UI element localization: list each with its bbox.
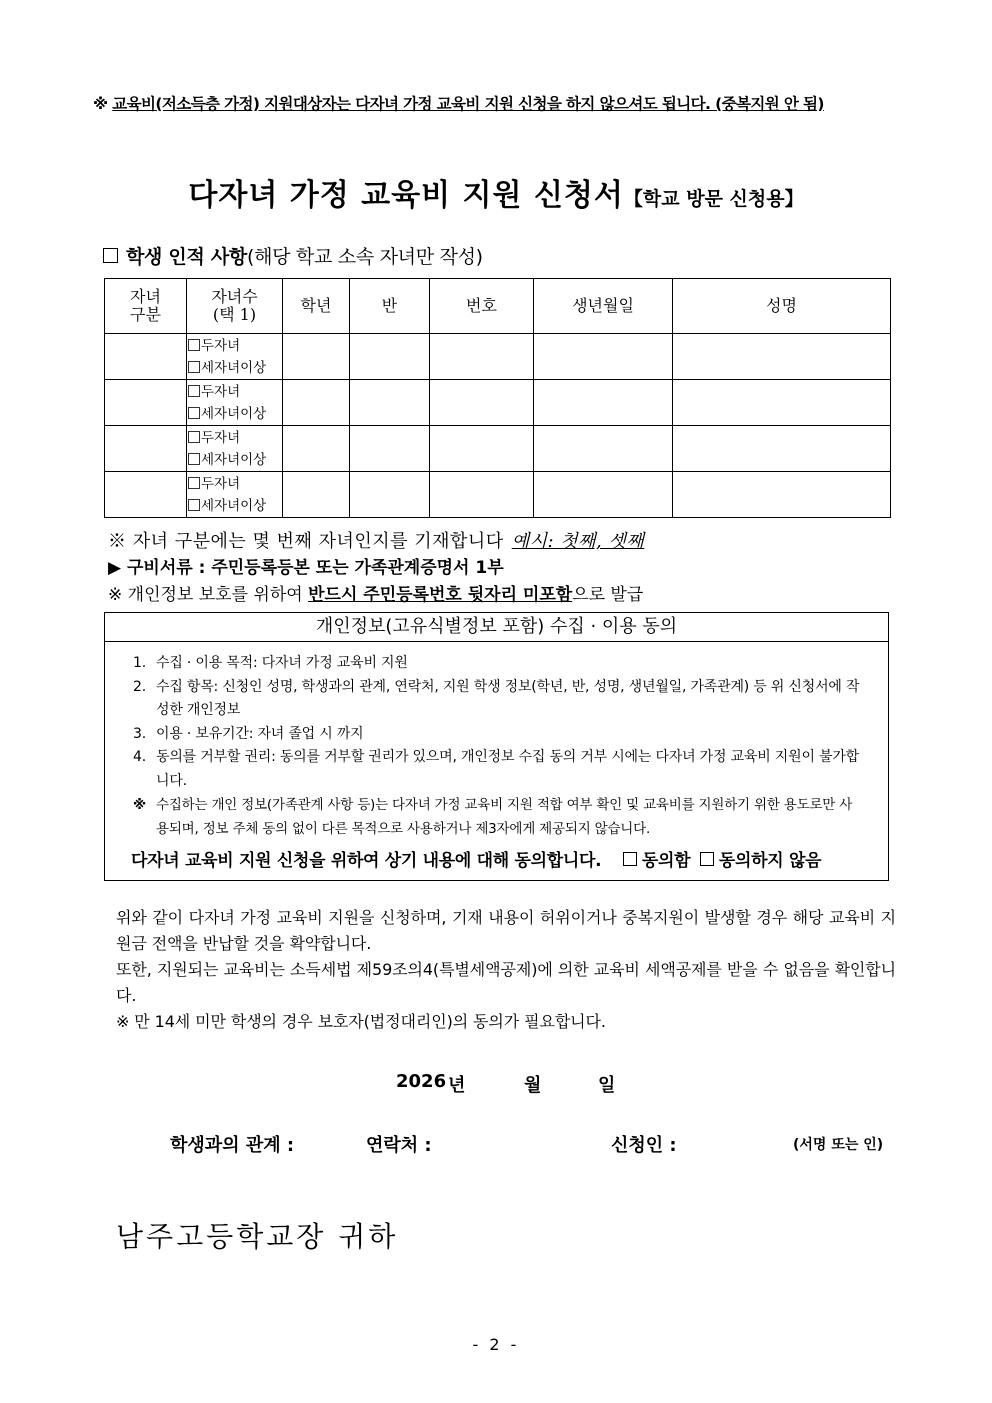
option-three-plus-children[interactable]: 세자녀이상 — [188, 449, 282, 471]
day-label: 일 — [598, 1075, 616, 1096]
child-order-note: ※ 자녀 구분에는 몇 번째 자녀인지를 기재합니다 예시: 첫째, 셋째 — [108, 531, 645, 552]
reference-mark: ※ — [93, 95, 108, 113]
child-order-cell[interactable] — [105, 472, 187, 518]
table-row — [105, 426, 891, 472]
table-row — [105, 334, 891, 380]
square-bullet-icon — [103, 248, 118, 263]
birthdate-cell[interactable] — [534, 426, 673, 472]
consent-agreement-line — [131, 846, 821, 871]
child-count-cell — [187, 426, 283, 472]
checkbox-icon[interactable] — [188, 385, 200, 397]
consent-body — [105, 642, 888, 841]
name-cell[interactable] — [673, 426, 891, 472]
table-row — [105, 380, 891, 426]
section-heading-light: (해당 학교 소속 자녀만 작성) — [246, 246, 483, 268]
grade-cell[interactable] — [283, 380, 350, 426]
header-class: 반 — [350, 279, 430, 334]
checkbox-icon[interactable] — [188, 453, 200, 465]
option-two-children[interactable]: 두자녀 — [188, 473, 282, 495]
header-child-order: 자녀 구분 — [105, 279, 187, 334]
page-number: - 2 - — [472, 1335, 520, 1354]
required-documents-note: ▶ 구비서류 : 주민등록등본 또는 가족관계증명서 1부 — [108, 558, 504, 578]
child-order-cell[interactable] — [105, 334, 187, 380]
title-sub: 【학교 방문 신청용】 — [623, 188, 804, 210]
relation-label: 학생과의 관계 : — [170, 1135, 295, 1156]
child-order-example: 예시: 첫째, 셋째 — [511, 531, 645, 552]
title-main: 다자녀 가정 교육비 지원 신청서 — [188, 178, 624, 213]
number-cell[interactable] — [430, 334, 534, 380]
header-birthdate: 생년월일 — [534, 279, 673, 334]
top-notice — [93, 92, 824, 114]
privacy-issuance-note: ※ 개인정보 보호를 위하여 반드시 주민등록번호 뒷자리 미포함으로 발급 — [108, 585, 644, 605]
applicant-label: 신청인 : — [611, 1135, 677, 1156]
disagree-option[interactable]: 동의하지 않음 — [696, 851, 821, 871]
consent-item: 1. 수집 · 이용 목적: 다자녀 가정 교육비 지원 — [133, 655, 408, 671]
option-three-plus-children[interactable]: 세자녀이상 — [188, 403, 282, 425]
class-cell[interactable] — [350, 426, 430, 472]
contact-label: 연락처 : — [366, 1135, 432, 1156]
class-cell[interactable] — [350, 472, 430, 518]
grade-cell[interactable] — [283, 334, 350, 380]
student-info-table — [104, 278, 891, 518]
grade-cell[interactable] — [283, 472, 350, 518]
pledge-line-3: ※ 만 14세 미만 학생의 경우 보호자(법정대리인)의 동의가 필요합니다. — [116, 1012, 606, 1031]
student-section-heading — [103, 242, 483, 269]
checkbox-icon[interactable] — [623, 852, 637, 866]
agree-statement: 다자녀 교육비 지원 신청을 위하여 상기 내용에 대해 동의합니다. — [131, 851, 602, 871]
pledge-line-2: 또한, 지원되는 교육비는 소득세법 제59조의4(특별세액공제)에 의한 교육비 세액공제를 받을 수 없음을 확인합니다. — [116, 960, 896, 1005]
checkbox-icon[interactable] — [188, 339, 200, 351]
child-count-cell — [187, 472, 283, 518]
number-cell[interactable] — [430, 472, 534, 518]
sign-hint: (서명 또는 인) — [793, 1137, 884, 1153]
birthdate-cell[interactable] — [534, 334, 673, 380]
header-child-count: 자녀수 (택 1) — [187, 279, 283, 334]
checkbox-icon[interactable] — [188, 361, 200, 373]
privacy-emphasis: 반드시 주민등록번호 뒷자리 미포함 — [308, 585, 573, 605]
checkbox-icon[interactable] — [188, 407, 200, 419]
birthdate-cell[interactable] — [534, 472, 673, 518]
pledge-line-1: 위와 같이 다자녀 가정 교육비 지원을 신청하며, 기재 내용이 허위이거나 중복지원이 발생할 경우 해당 교육비 지원금 전액을 반납할 것을 확약합니다. — [116, 908, 896, 953]
addressee: 남주고등학교장 귀하 — [116, 1220, 399, 1253]
header-grade: 학년 — [283, 279, 350, 334]
birthdate-cell[interactable] — [534, 380, 673, 426]
class-cell[interactable] — [350, 380, 430, 426]
section-heading-bold: 학생 인적 사항 — [126, 246, 247, 268]
consent-heading: 개인정보(고유식별정보 포함) 수집 · 이용 동의 — [105, 613, 888, 642]
document-title — [0, 170, 992, 214]
consent-star-note: ※ 수집하는 개인 정보(가족관계 사항 등)는 다자녀 가정 교육비 지원 적합 여부 확인 및 교육비를 지원하기 위한 용도로만 사용되며, 정보 주체 동의 없이 다른 목적으로 사용하거나 제3자에게 제공되지 않습니다. — [133, 797, 853, 837]
number-cell[interactable] — [430, 380, 534, 426]
pledge-text — [116, 905, 896, 1035]
number-cell[interactable] — [430, 426, 534, 472]
name-cell[interactable] — [673, 334, 891, 380]
header-number: 번호 — [430, 279, 534, 334]
year-value: 2026 — [396, 1071, 447, 1092]
name-cell[interactable] — [673, 380, 891, 426]
table-row — [105, 472, 891, 518]
checkbox-icon[interactable] — [700, 852, 714, 866]
grade-cell[interactable] — [283, 426, 350, 472]
header-name: 성명 — [673, 279, 891, 334]
option-three-plus-children[interactable]: 세자녀이상 — [188, 357, 282, 379]
child-count-cell — [187, 334, 283, 380]
consent-item: 2. 수집 항목: 신청인 성명, 학생과의 관계, 연락처, 지원 학생 정보(학년, 반, 성명, 생년월일, 가족관계) 등 위 신청서에 작성한 개인정보 — [133, 678, 860, 718]
checkbox-icon[interactable] — [188, 477, 200, 489]
option-two-children[interactable]: 두자녀 — [188, 427, 282, 449]
option-three-plus-children[interactable]: 세자녀이상 — [188, 495, 282, 517]
consent-item: 4. 동의를 거부할 권리: 동의를 거부할 권리가 있으며, 개인정보 수집 동의 거부 시에는 다자녀 가정 교육비 지원이 불가합니다. — [133, 749, 859, 789]
class-cell[interactable] — [350, 334, 430, 380]
child-order-cell[interactable] — [105, 426, 187, 472]
option-two-children[interactable]: 두자녀 — [188, 335, 282, 357]
consent-item: 3. 이용 · 보유기간: 자녀 졸업 시 까지 — [133, 725, 364, 742]
month-label: 월 — [524, 1075, 542, 1096]
checkbox-icon[interactable] — [188, 431, 200, 443]
table-header-row — [105, 279, 891, 334]
option-two-children[interactable]: 두자녀 — [188, 381, 282, 403]
name-cell[interactable] — [673, 472, 891, 518]
year-label: 년 — [448, 1075, 466, 1096]
child-count-cell — [187, 380, 283, 426]
agree-option[interactable]: 동의함 — [623, 851, 690, 871]
privacy-consent-box — [104, 612, 889, 881]
checkbox-icon[interactable] — [188, 499, 200, 511]
top-notice-text: 교육비(저소득층 가정) 지원대상자는 다자녀 가정 교육비 지원 신청을 하지 않으셔도 됩니다. (중복지원 안 됨) — [112, 95, 824, 113]
child-order-cell[interactable] — [105, 380, 187, 426]
